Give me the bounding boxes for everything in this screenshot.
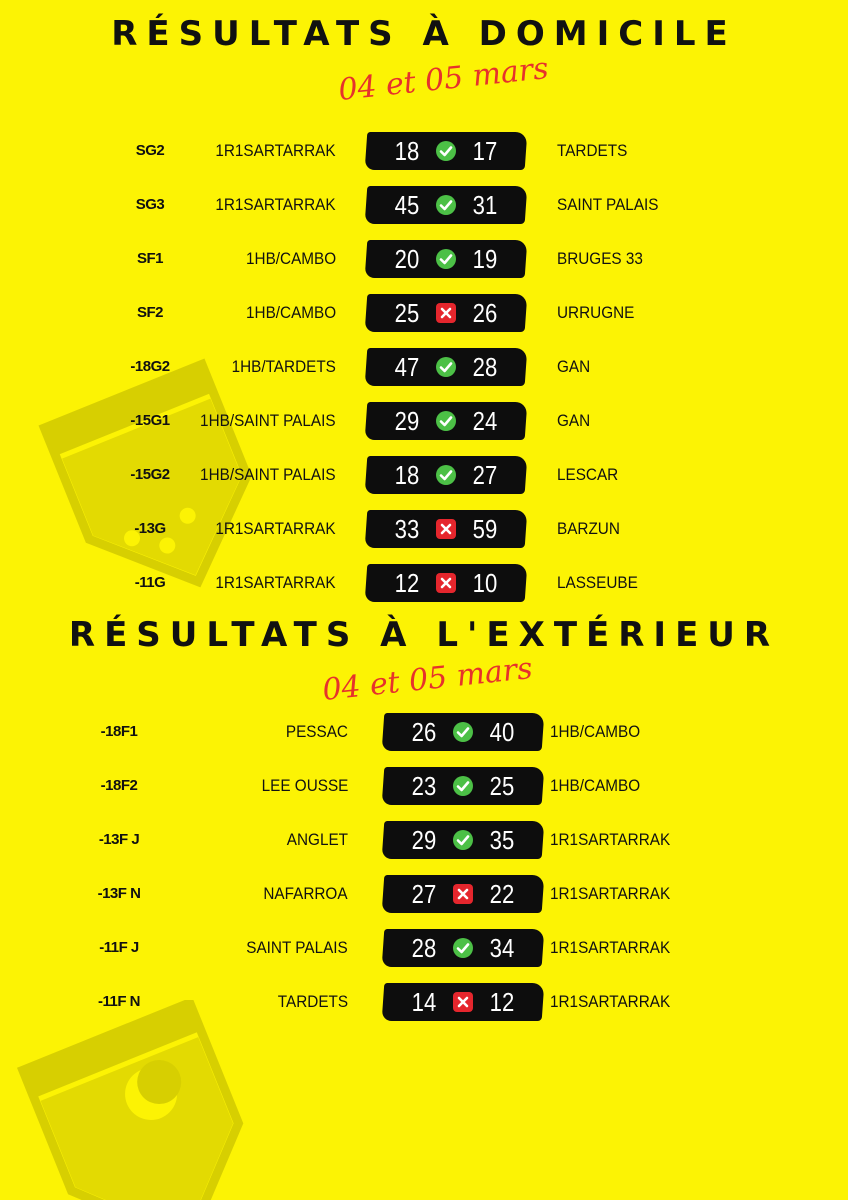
home-score: 20: [394, 244, 420, 274]
match-category: SG2: [135, 142, 165, 159]
match-row: [0, 929, 848, 969]
home-team: 1R1SARTARRAK: [215, 519, 336, 538]
home-team: 1R1SARTARRAK: [215, 573, 336, 592]
away-team: LASSEUBE: [557, 573, 638, 592]
loss-cross-icon: [436, 303, 456, 323]
match-row: [0, 875, 848, 915]
away-score: 31: [472, 190, 498, 220]
away-score: 10: [472, 568, 498, 598]
home-score: 18: [394, 460, 420, 490]
score-box: [365, 456, 528, 494]
away-team: BARZUN: [557, 519, 620, 538]
home-score: 47: [394, 352, 420, 382]
match-category: -11F N: [97, 993, 140, 1010]
win-check-icon: [436, 195, 456, 215]
away-team: 1R1SARTARRAK: [550, 884, 671, 903]
away-score: 59: [472, 514, 498, 544]
home-score: 28: [411, 933, 437, 963]
away-results-title: RÉSULTATS À L'EXTÉRIEUR: [68, 615, 780, 655]
away-score: 24: [472, 406, 498, 436]
home-score: 18: [394, 136, 420, 166]
away-score: 12: [489, 987, 515, 1017]
away-team: GAN: [557, 411, 591, 430]
away-score: 17: [472, 136, 498, 166]
home-score: 27: [411, 879, 437, 909]
win-check-icon: [453, 830, 473, 850]
away-score: 25: [489, 771, 515, 801]
home-score: 25: [394, 298, 420, 328]
away-team: TARDETS: [557, 141, 628, 160]
match-category: -18F2: [100, 777, 138, 794]
loss-cross-icon: [453, 884, 473, 904]
win-check-icon: [436, 465, 456, 485]
home-score: 33: [394, 514, 420, 544]
home-score: 23: [411, 771, 437, 801]
match-row: [0, 240, 848, 280]
home-team: 1HB/SAINT PALAIS: [200, 411, 336, 430]
home-score: 29: [411, 825, 437, 855]
away-score: 26: [472, 298, 498, 328]
score-box: [365, 348, 528, 386]
home-score: 45: [394, 190, 420, 220]
loss-cross-icon: [436, 519, 456, 539]
match-row: [0, 294, 848, 334]
score-box: [365, 132, 528, 170]
match-category: -18G2: [130, 358, 170, 375]
match-row: [0, 456, 848, 496]
score-box: [365, 294, 528, 332]
score-box: [382, 983, 545, 1021]
away-score: 34: [489, 933, 515, 963]
match-row: [0, 983, 848, 1023]
home-score: 12: [394, 568, 420, 598]
home-team: SAINT PALAIS: [246, 938, 348, 957]
away-team: URRUGNE: [557, 303, 635, 322]
away-score: 28: [472, 352, 498, 382]
win-check-icon: [453, 722, 473, 742]
home-team: 1R1SARTARRAK: [215, 195, 336, 214]
match-category: -13F N: [97, 885, 141, 902]
match-row: [0, 713, 848, 753]
score-box: [382, 875, 545, 913]
score-box: [365, 186, 528, 224]
match-category: -15G1: [130, 412, 170, 429]
match-category: -15G2: [130, 466, 170, 483]
match-row: [0, 821, 848, 861]
home-team: 1HB/CAMBO: [245, 303, 336, 322]
match-category: SF1: [136, 250, 163, 267]
match-category: -13F J: [98, 831, 140, 848]
away-score: 27: [472, 460, 498, 490]
home-team: TARDETS: [277, 992, 348, 1011]
match-row: [0, 132, 848, 172]
win-check-icon: [453, 938, 473, 958]
match-row: [0, 402, 848, 442]
match-category: SF2: [136, 304, 163, 321]
loss-cross-icon: [436, 573, 456, 593]
match-row: [0, 767, 848, 807]
score-box: [365, 510, 528, 548]
away-team: BRUGES 33: [557, 249, 643, 268]
home-score: 14: [411, 987, 437, 1017]
match-category: -13G: [134, 520, 166, 537]
home-team: LEE OUSSE: [261, 776, 348, 795]
away-team: LESCAR: [557, 465, 619, 484]
match-category: -11G: [134, 574, 166, 591]
match-row: [0, 564, 848, 604]
away-team: 1R1SARTARRAK: [550, 938, 671, 957]
away-team: SAINT PALAIS: [557, 195, 659, 214]
home-team: ANGLET: [286, 830, 348, 849]
score-box: [365, 240, 528, 278]
loss-cross-icon: [453, 992, 473, 1012]
win-check-icon: [453, 776, 473, 796]
win-check-icon: [436, 141, 456, 161]
match-category: -11F J: [99, 939, 139, 956]
home-team: NAFARROA: [263, 884, 348, 903]
score-box: [382, 767, 545, 805]
home-team: 1HB/CAMBO: [245, 249, 336, 268]
score-box: [365, 564, 528, 602]
home-score: 26: [411, 717, 437, 747]
score-box: [382, 713, 545, 751]
home-score: 29: [394, 406, 420, 436]
home-team: 1HB/TARDETS: [231, 357, 336, 376]
away-team: GAN: [557, 357, 591, 376]
away-score: 19: [472, 244, 498, 274]
match-row: [0, 186, 848, 226]
match-row: [0, 348, 848, 388]
win-check-icon: [436, 357, 456, 377]
match-category: SG3: [135, 196, 165, 213]
score-box: [382, 821, 545, 859]
match-row: [0, 510, 848, 550]
away-score: 35: [489, 825, 515, 855]
win-check-icon: [436, 411, 456, 431]
away-team: 1R1SARTARRAK: [550, 992, 671, 1011]
away-team: 1HB/CAMBO: [550, 722, 641, 741]
match-category: -18F1: [100, 723, 138, 740]
home-results-dates: 04 et 05 mars: [336, 51, 551, 108]
home-results-title: RÉSULTATS À DOMICILE: [111, 14, 737, 54]
away-team: 1R1SARTARRAK: [550, 830, 671, 849]
score-box: [382, 929, 545, 967]
club-logo-watermark-bottom: [10, 1000, 270, 1200]
away-score: 40: [489, 717, 515, 747]
away-team: 1HB/CAMBO: [550, 776, 641, 795]
win-check-icon: [436, 249, 456, 269]
away-results-dates: 04 et 05 mars: [320, 651, 535, 708]
away-score: 22: [489, 879, 515, 909]
score-box: [365, 402, 528, 440]
home-team: PESSAC: [285, 722, 348, 741]
home-team: 1R1SARTARRAK: [215, 141, 336, 160]
home-team: 1HB/SAINT PALAIS: [200, 465, 336, 484]
